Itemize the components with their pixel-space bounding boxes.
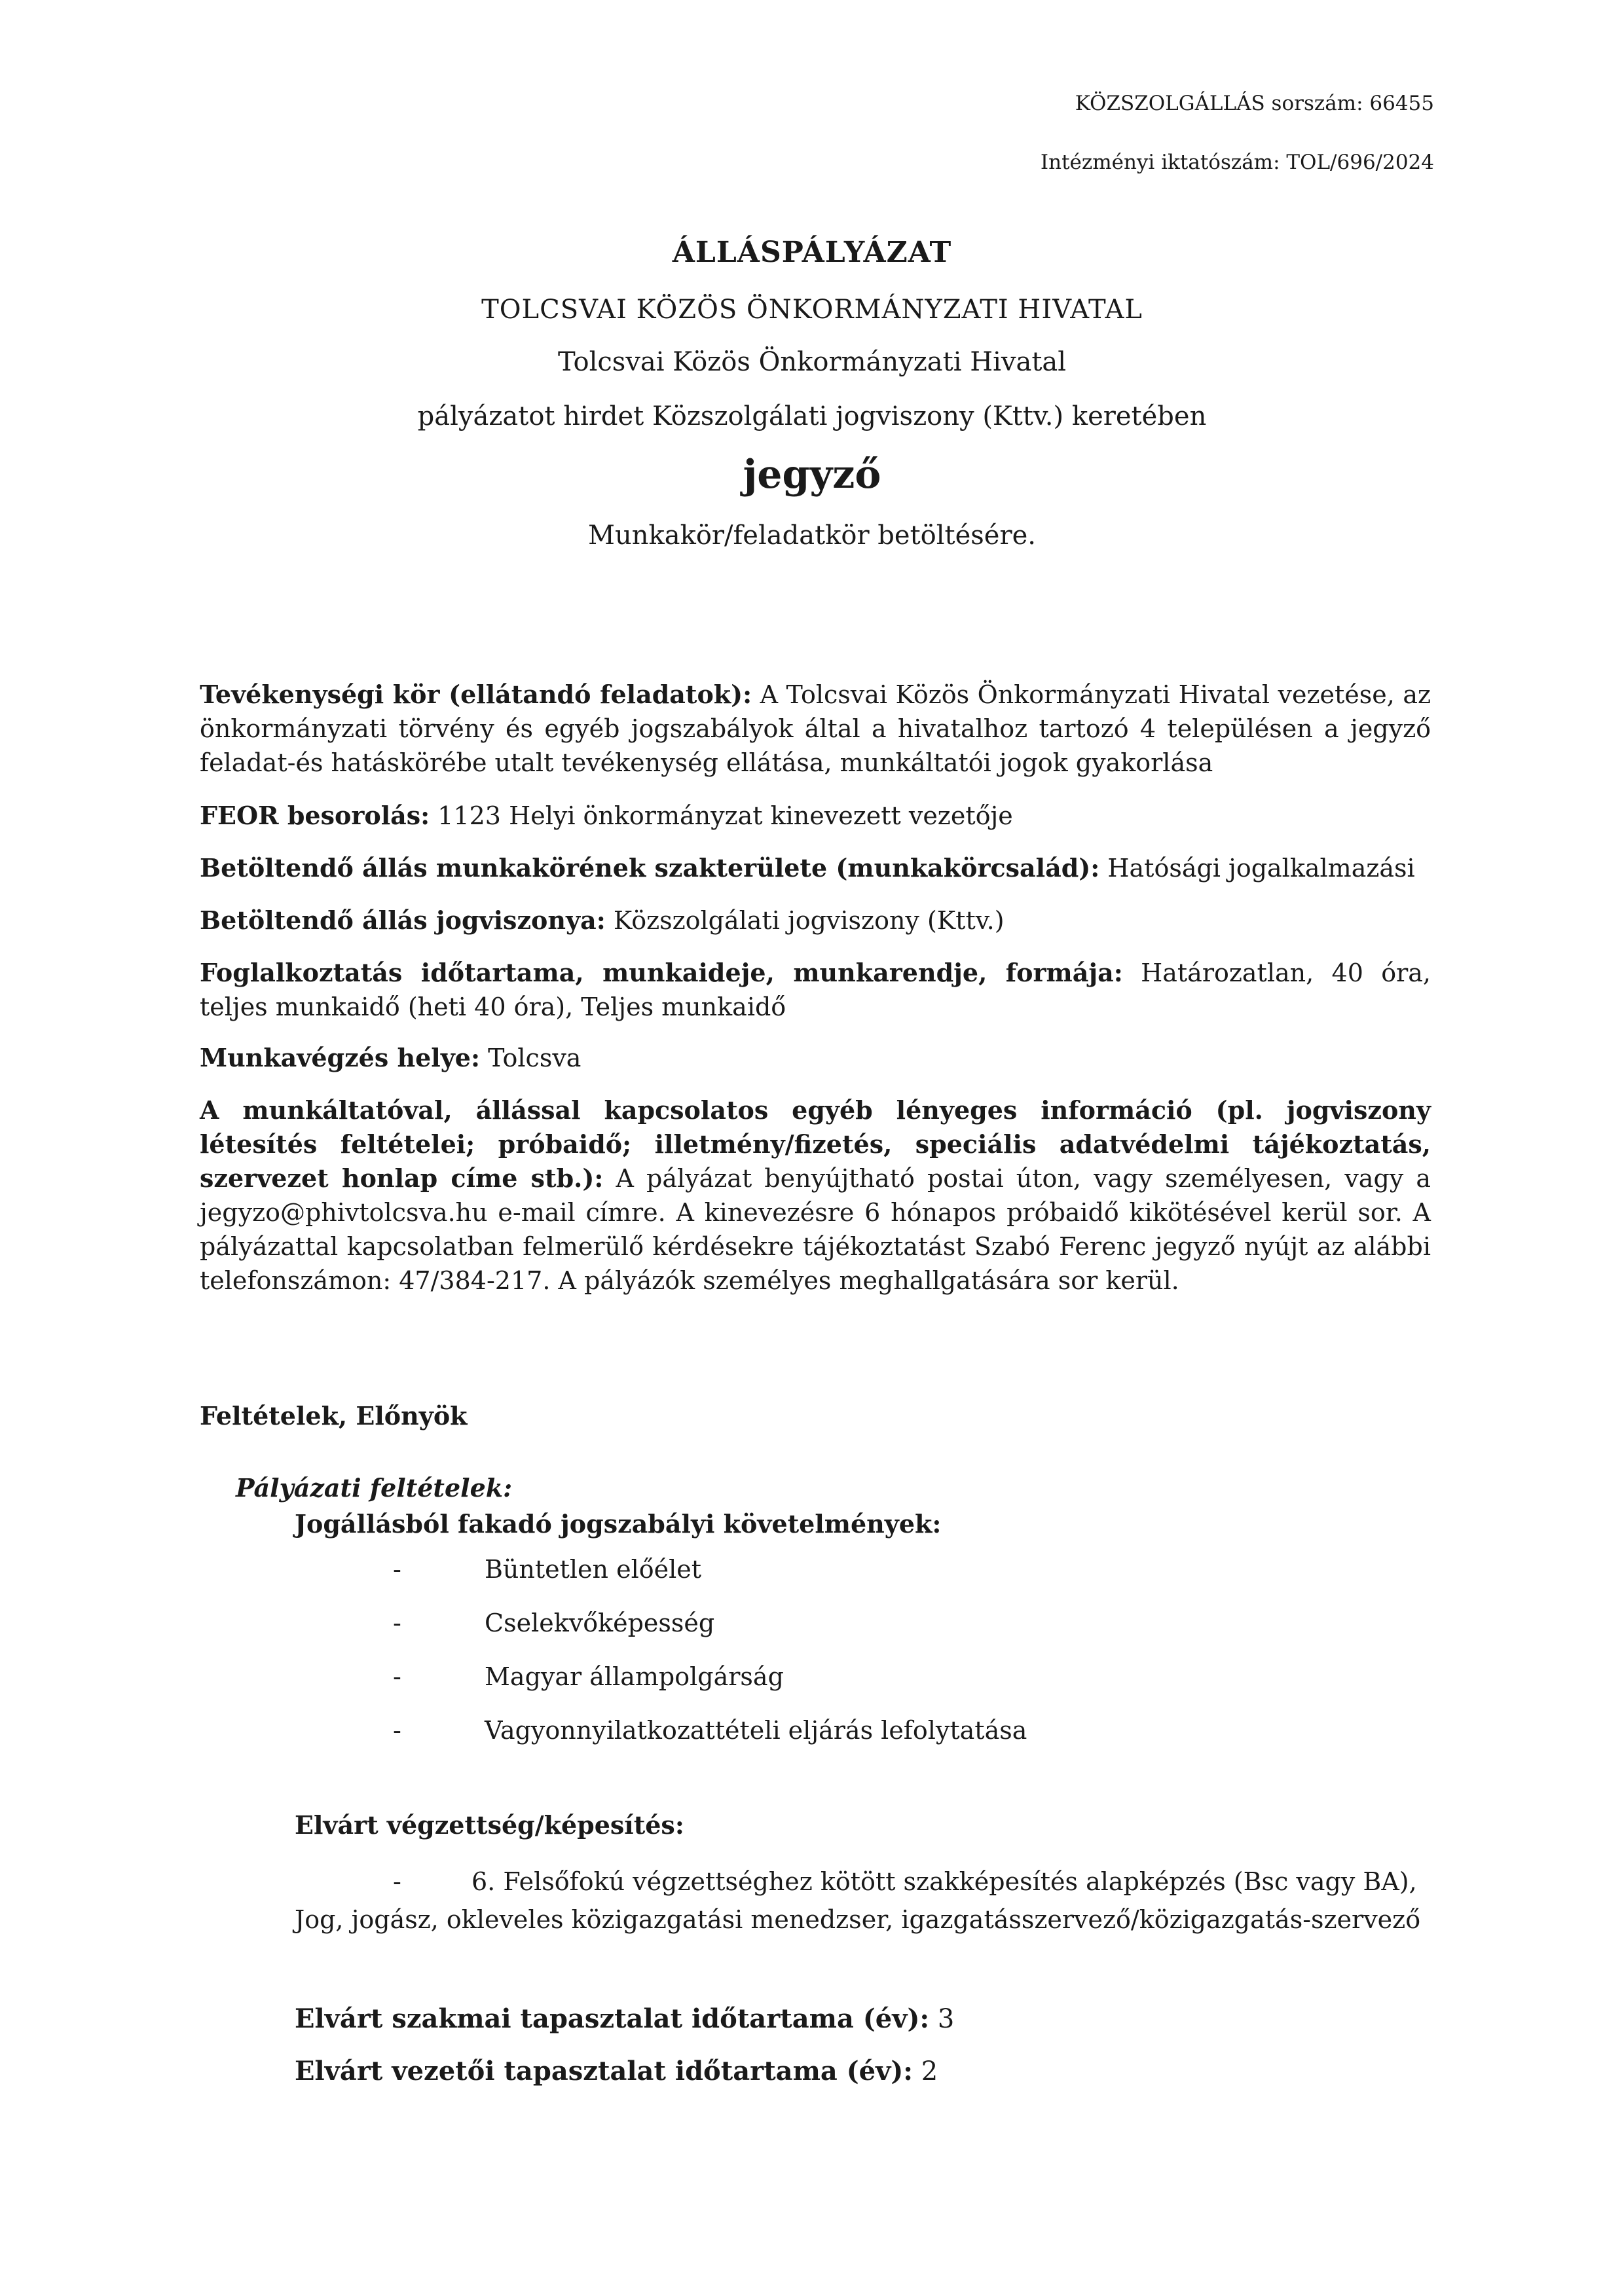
professional-experience: [295, 2003, 954, 2034]
list-dash: -: [393, 1555, 401, 1584]
announcement-line: pályázatot hirdet Közszolgálati jogviszony (Kttv.) keretében: [417, 401, 1207, 431]
organization-name-upper: TOLCSVAI KÖZÖS ÖNKORMÁNYZATI HIVATAL: [481, 295, 1143, 325]
list-item: [386, 1609, 1027, 1662]
legal-relationship-value: Közszolgálati jogviszony (Kttv.): [613, 906, 1005, 935]
other-info-label: A munkáltatóval, állással kapcsolatos egyéb lényeges információ (pl. jogviszony létesítés feltételei; próbaidő; illetmény/fizetés, speciális adatvédelmi tájékoztatás, szervezet honlap címe stb.):: [200, 1095, 1431, 1193]
legal-requirements-heading: Jogállásból fakadó jogszabályi követelmények:: [295, 1509, 942, 1539]
leadership-experience-label: Elvárt vezetői tapasztalat időtartama (év):: [295, 2056, 913, 2086]
employment-value: Határozatlan, 40 óra, teljes munkaidő (heti 40 óra), Teljes munkaidő: [200, 958, 1431, 1021]
professional-experience-value: 3: [937, 2004, 955, 2034]
workplace-section: [200, 1041, 1431, 1075]
list-item: [386, 1555, 1027, 1609]
feor-value: 1123 Helyi önkormányzat kinevezett vezetője: [437, 801, 1013, 830]
education-requirement: [295, 1863, 1431, 1939]
feor-label: FEOR besorolás:: [200, 801, 430, 830]
workplace-value: Tolcsva: [488, 1044, 581, 1072]
position-title: jegyző: [743, 452, 881, 498]
requirement-text: Vagyonnyilatkozattételi eljárás lefolytatása: [485, 1716, 1027, 1745]
leadership-experience: [295, 2056, 938, 2086]
field-label: Betöltendő állás munkakörének szakterülete (munkakörcsalád):: [200, 853, 1100, 883]
feor-section: [200, 799, 1431, 833]
organization-name: Tolcsvai Közös Önkormányzati Hivatal: [557, 347, 1067, 377]
list-item: [386, 1662, 1027, 1716]
registry-number: Intézményi iktatószám: TOL/696/2024: [1040, 151, 1434, 174]
activity-value: A Tolcsvai Közös Önkormányzati Hivatal vezetése, az önkormányzati törvény és egyéb jogszabályok által a hivatalhoz tartozó 4 településen a jegyző feladat-és hatáskörébe utalt tevékenység ellátása, munkáltatói jogok gyakorlása: [200, 680, 1431, 777]
workplace-label: Munkavégzés helye:: [200, 1043, 481, 1072]
legal-relationship-label: Betöltendő állás jogviszonya:: [200, 905, 606, 935]
employment-label: Foglalkoztatás időtartama, munkaideje, munkarendje, formája:: [200, 958, 1123, 987]
activity-label: Tevékenységi kör (ellátandó feladatok):: [200, 680, 752, 709]
field-section: [200, 851, 1431, 885]
field-value: Hatósági jogalkalmazási: [1107, 854, 1415, 883]
conditions-heading: Feltételek, Előnyök: [200, 1401, 468, 1430]
legal-relationship-section: [200, 903, 1431, 938]
other-info-section: [200, 1093, 1431, 1298]
list-dash: -: [393, 1609, 401, 1637]
employment-section: [200, 956, 1431, 1024]
list-item: [386, 1716, 1027, 1770]
activity-section: [200, 678, 1431, 780]
education-text: 6. Felsőfokú végzettséghez kötött szakképesítés alapképzés (Bsc vagy BA), Jog, jogász, okleveles közigazgatási menedzser, igazgatásszervező/közigazgatás-szervező: [295, 1867, 1421, 1934]
other-info-value: A pályázat benyújtható postai úton, vagy személyesen, vagy a jegyzo@phivtolcsva.hu e-mail címre. A kinevezésre 6 hónapos próbaidő kikötésével kerül sor. A pályázattal kapcsolatban felmerülő kérdésekre tájékoztatást Szabó Ferenc jegyző nyújt az alábbi telefonszámon: 47/384-217. A pályázók személyes meghallgatására sor kerül.: [200, 1164, 1431, 1295]
requirement-text: Büntetlen előélet: [485, 1555, 702, 1584]
list-dash: -: [393, 1662, 401, 1691]
requirement-text: Cselekvőképesség: [485, 1609, 715, 1637]
document-title: ÁLLÁSPÁLYÁZAT: [672, 236, 952, 269]
leadership-experience-value: 2: [921, 2056, 938, 2086]
list-dash: -: [393, 1867, 401, 1896]
list-dash: -: [393, 1716, 401, 1745]
requirements-list: [386, 1555, 1027, 1770]
education-heading: Elvárt végzettség/képesítés:: [295, 1810, 684, 1840]
professional-experience-label: Elvárt szakmai tapasztalat időtartama (év):: [295, 2003, 930, 2034]
task-line: Munkakör/feladatkör betöltésére.: [588, 520, 1036, 551]
reference-number: KÖZSZOLGÁLLÁS sorszám: 66455: [1075, 92, 1434, 115]
requirement-text: Magyar állampolgárság: [485, 1662, 784, 1691]
application-conditions-heading: Pályázati feltételek:: [236, 1473, 513, 1503]
